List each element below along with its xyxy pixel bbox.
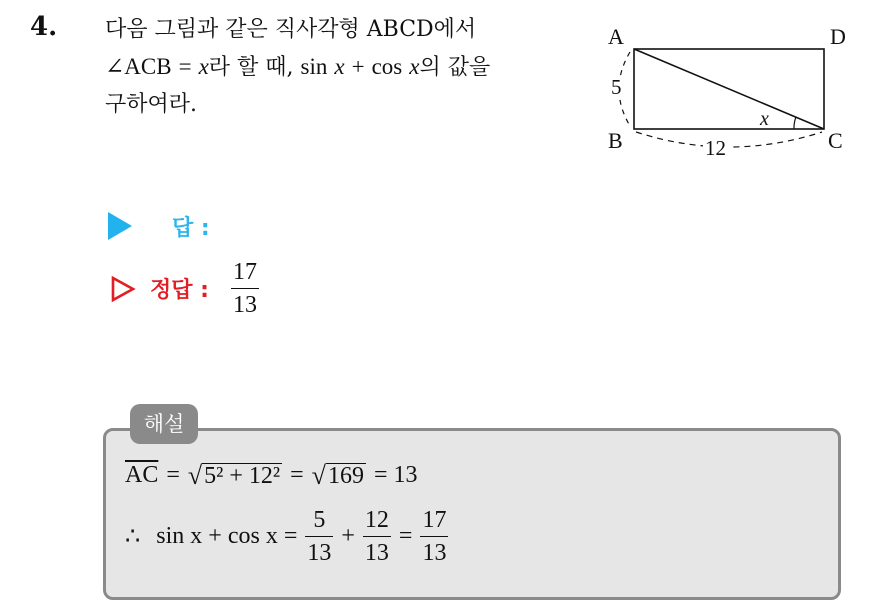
plus-sign: + [351,54,365,79]
fraction-1-denominator: 13 [307,540,332,566]
fraction-2-denominator: 13 [364,540,389,566]
side-bc-length: 12 [705,136,726,160]
radicand-1: 5² + 12² [204,462,281,489]
answer-row [108,206,210,246]
solution-denominator: 13 [232,292,257,318]
answer-label: 답 : [172,215,210,241]
play-icon [108,212,132,240]
side-ab-length: 5 [611,75,622,99]
solution-fraction [231,258,259,319]
eq1-equals-2: = [290,462,304,488]
explanation-equation-2 [125,506,448,567]
explanation-equation-1 [125,462,417,489]
angle-x-label: x [760,108,769,130]
outline-play-icon [110,275,136,303]
question-line-2-tail: 의 값을 [419,55,491,80]
label-a: A [608,24,624,49]
angle-arc [794,117,796,129]
label-b: B [608,128,623,153]
fraction-12-13 [363,506,391,567]
fraction-3-numerator: 17 [422,507,447,533]
eq1-result: = 13 [373,462,418,488]
eq1-equals: = [166,462,180,488]
fraction-5-13 [305,506,333,567]
variable-x-cos: x [409,54,420,79]
angle-acb: ∠ACB [105,54,172,79]
question-line-1: 다음 그림과 같은 직사각형 ABCD에서 [105,17,477,42]
fraction-3-denominator: 13 [422,540,447,566]
variable-x-sin: x [334,54,345,79]
label-c: C [828,128,843,153]
question-line-3: 구하여라. [105,92,198,117]
therefore-symbol: ∴ [125,524,141,550]
fraction-17-13 [420,506,448,567]
explanation-tab: 해설 [130,404,198,444]
segment-ac: $\overline{AC}$ [125,462,159,488]
sqrt-1: √ 5² + 12² [187,460,281,490]
cos-word: cos [371,54,403,79]
fraction-2-numerator: 12 [364,507,389,533]
solution-label: 정답 : [150,278,209,303]
variable-x: x [198,54,209,79]
solution-row [110,258,259,319]
question-line-2-text: 라 할 때, [208,55,294,80]
label-d: D [830,24,846,49]
sin-word: sin [300,54,328,79]
question-text [105,11,585,123]
eq2-equals: = [398,523,413,549]
rectangle-figure [600,22,860,162]
fraction-1-numerator: 5 [313,507,326,533]
eq2-expression: sin x + cos x = [156,523,298,549]
question-line-2 [105,48,585,86]
solution-numerator: 17 [232,259,257,285]
question-number: 4. [30,12,58,42]
equals-sign: = [178,54,192,79]
radicand-2: 169 [327,462,364,489]
sqrt-2: √ 169 [311,460,364,490]
eq2-plus: + [341,523,355,549]
